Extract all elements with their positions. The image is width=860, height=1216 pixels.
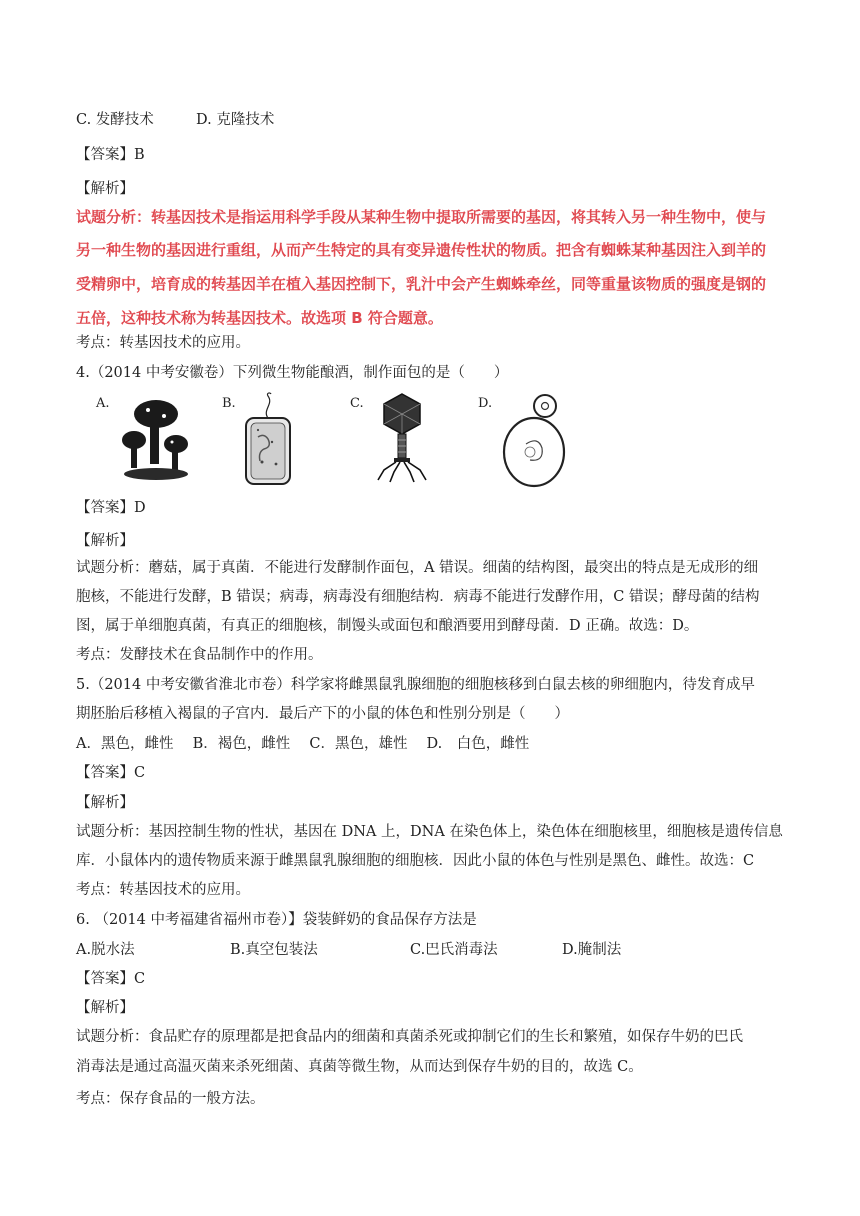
virus-figure (370, 392, 434, 484)
q4-analysis-line: 图，属于单细胞真菌，有真正的细胞核，制馒头或面包和酿酒要用到酵母菌．D 正确。故选：D。 (76, 618, 699, 634)
q4-figure-label-c: C. (350, 396, 364, 411)
q6-option-a: A.脱水法 (76, 942, 135, 958)
yeast-figure (500, 392, 570, 488)
q3-kaodian: 考点：转基因技术的应用。 (76, 335, 250, 351)
q5-analysis-line: 库．小鼠体内的遗传物质来源于雌黑鼠乳腺细胞的细胞核．因此小鼠的体色与性别是黑色、雌性。故选：C (76, 853, 755, 869)
q4-stem: 4.（2014 中考安徽卷）下列微生物能酿酒，制作面包的是（ ） (76, 365, 509, 381)
q3-option-d: D. 克隆技术 (196, 112, 275, 128)
q4-figure-label-a: A. (96, 396, 110, 411)
q3-option-c: C. 发酵技术 (76, 112, 154, 128)
q6-option-c: C.巴氏消毒法 (410, 942, 498, 958)
q3-analysis-line: 试题分析：转基因技术是指运用科学手段从某种生物中提取所需要的基因，将其转入另一种生物中，使与 (76, 208, 767, 226)
q6-analysis-line: 试题分析：食品贮存的原理都是把食品内的细菌和真菌杀死或抑制它们的生长和繁殖，如保存牛奶的巴氏 (76, 1029, 743, 1045)
q6-analysis-heading: 【解析】 (76, 1000, 134, 1016)
q6-stem: 6. （2014 中考福建省福州市卷）】袋装鲜奶的食品保存方法是 (76, 912, 477, 928)
q5-answer: 【答案】C (76, 765, 146, 781)
q5-options: A．黑色，雌性 B．褐色，雌性 C．黑色，雄性 D. 白色，雌性 (76, 736, 530, 752)
q4-analysis-line: 胞核，不能进行发酵，B 错误；病毒，病毒没有细胞结构．病毒不能进行发酵作用，C 错误；酵母菌的结构 (76, 589, 760, 605)
q5-analysis-heading: 【解析】 (76, 795, 134, 811)
q5-analysis-line: 试题分析：基因控制生物的性状，基因在 DNA 上，DNA 在染色体上，染色体在细胞核里，细胞核是遗传信息 (76, 824, 783, 840)
q6-option-d: D.腌制法 (562, 942, 622, 958)
q4-answer: 【答案】D (76, 500, 146, 516)
q4-figure-label-d: D. (478, 396, 493, 411)
q6-analysis-line: 消毒法是通过高温灭菌来杀死细菌、真菌等微生物，从而达到保存牛奶的目的，故选 C。 (76, 1059, 643, 1075)
q6-answer: 【答案】C (76, 971, 146, 987)
mushroom-figure (120, 394, 192, 482)
q5-stem-line: 期胚胎后移植入褐鼠的子宫内．最后产下的小鼠的体色和性别分别是（ ） (76, 706, 569, 722)
q4-analysis-line: 试题分析：蘑菇，属于真菌．不能进行发酵制作面包，A 错误。细菌的结构图，最突出的特点是无成形的细 (76, 560, 759, 576)
q6-option-b: B.真空包装法 (230, 942, 318, 958)
q5-kaodian: 考点：转基因技术的应用。 (76, 882, 250, 898)
q4-kaodian: 考点：发酵技术在食品制作中的作用。 (76, 647, 323, 663)
q4-analysis-heading: 【解析】 (76, 533, 134, 549)
q3-answer: 【答案】B (76, 147, 145, 163)
q4-figure-label-b: B. (222, 396, 236, 411)
q3-analysis-line: 受精卵中，培育成的转基因羊在植入基因控制下，乳汁中会产生蜘蛛牵丝，同等重量该物质的强度是钢的 (76, 275, 767, 293)
q6-kaodian: 考点：保存食品的一般方法。 (76, 1091, 265, 1107)
q5-stem-line: 5.（2014 中考安徽省淮北市卷）科学家将雌黑鼠乳腺细胞的细胞核移到白鼠去核的卵细胞内，待发育成早 (76, 677, 755, 693)
q3-analysis-line: 另一种生物的基因进行重组，从而产生特定的具有变异遗传性状的物质。把含有蜘蛛某种基因注入到羊的 (76, 241, 767, 259)
bacterium-figure (238, 392, 298, 488)
q3-analysis-line: 五倍，这种技术称为转基因技术。故选项 B 符合题意。 (76, 309, 443, 327)
q3-analysis-heading: 【解析】 (76, 181, 134, 197)
